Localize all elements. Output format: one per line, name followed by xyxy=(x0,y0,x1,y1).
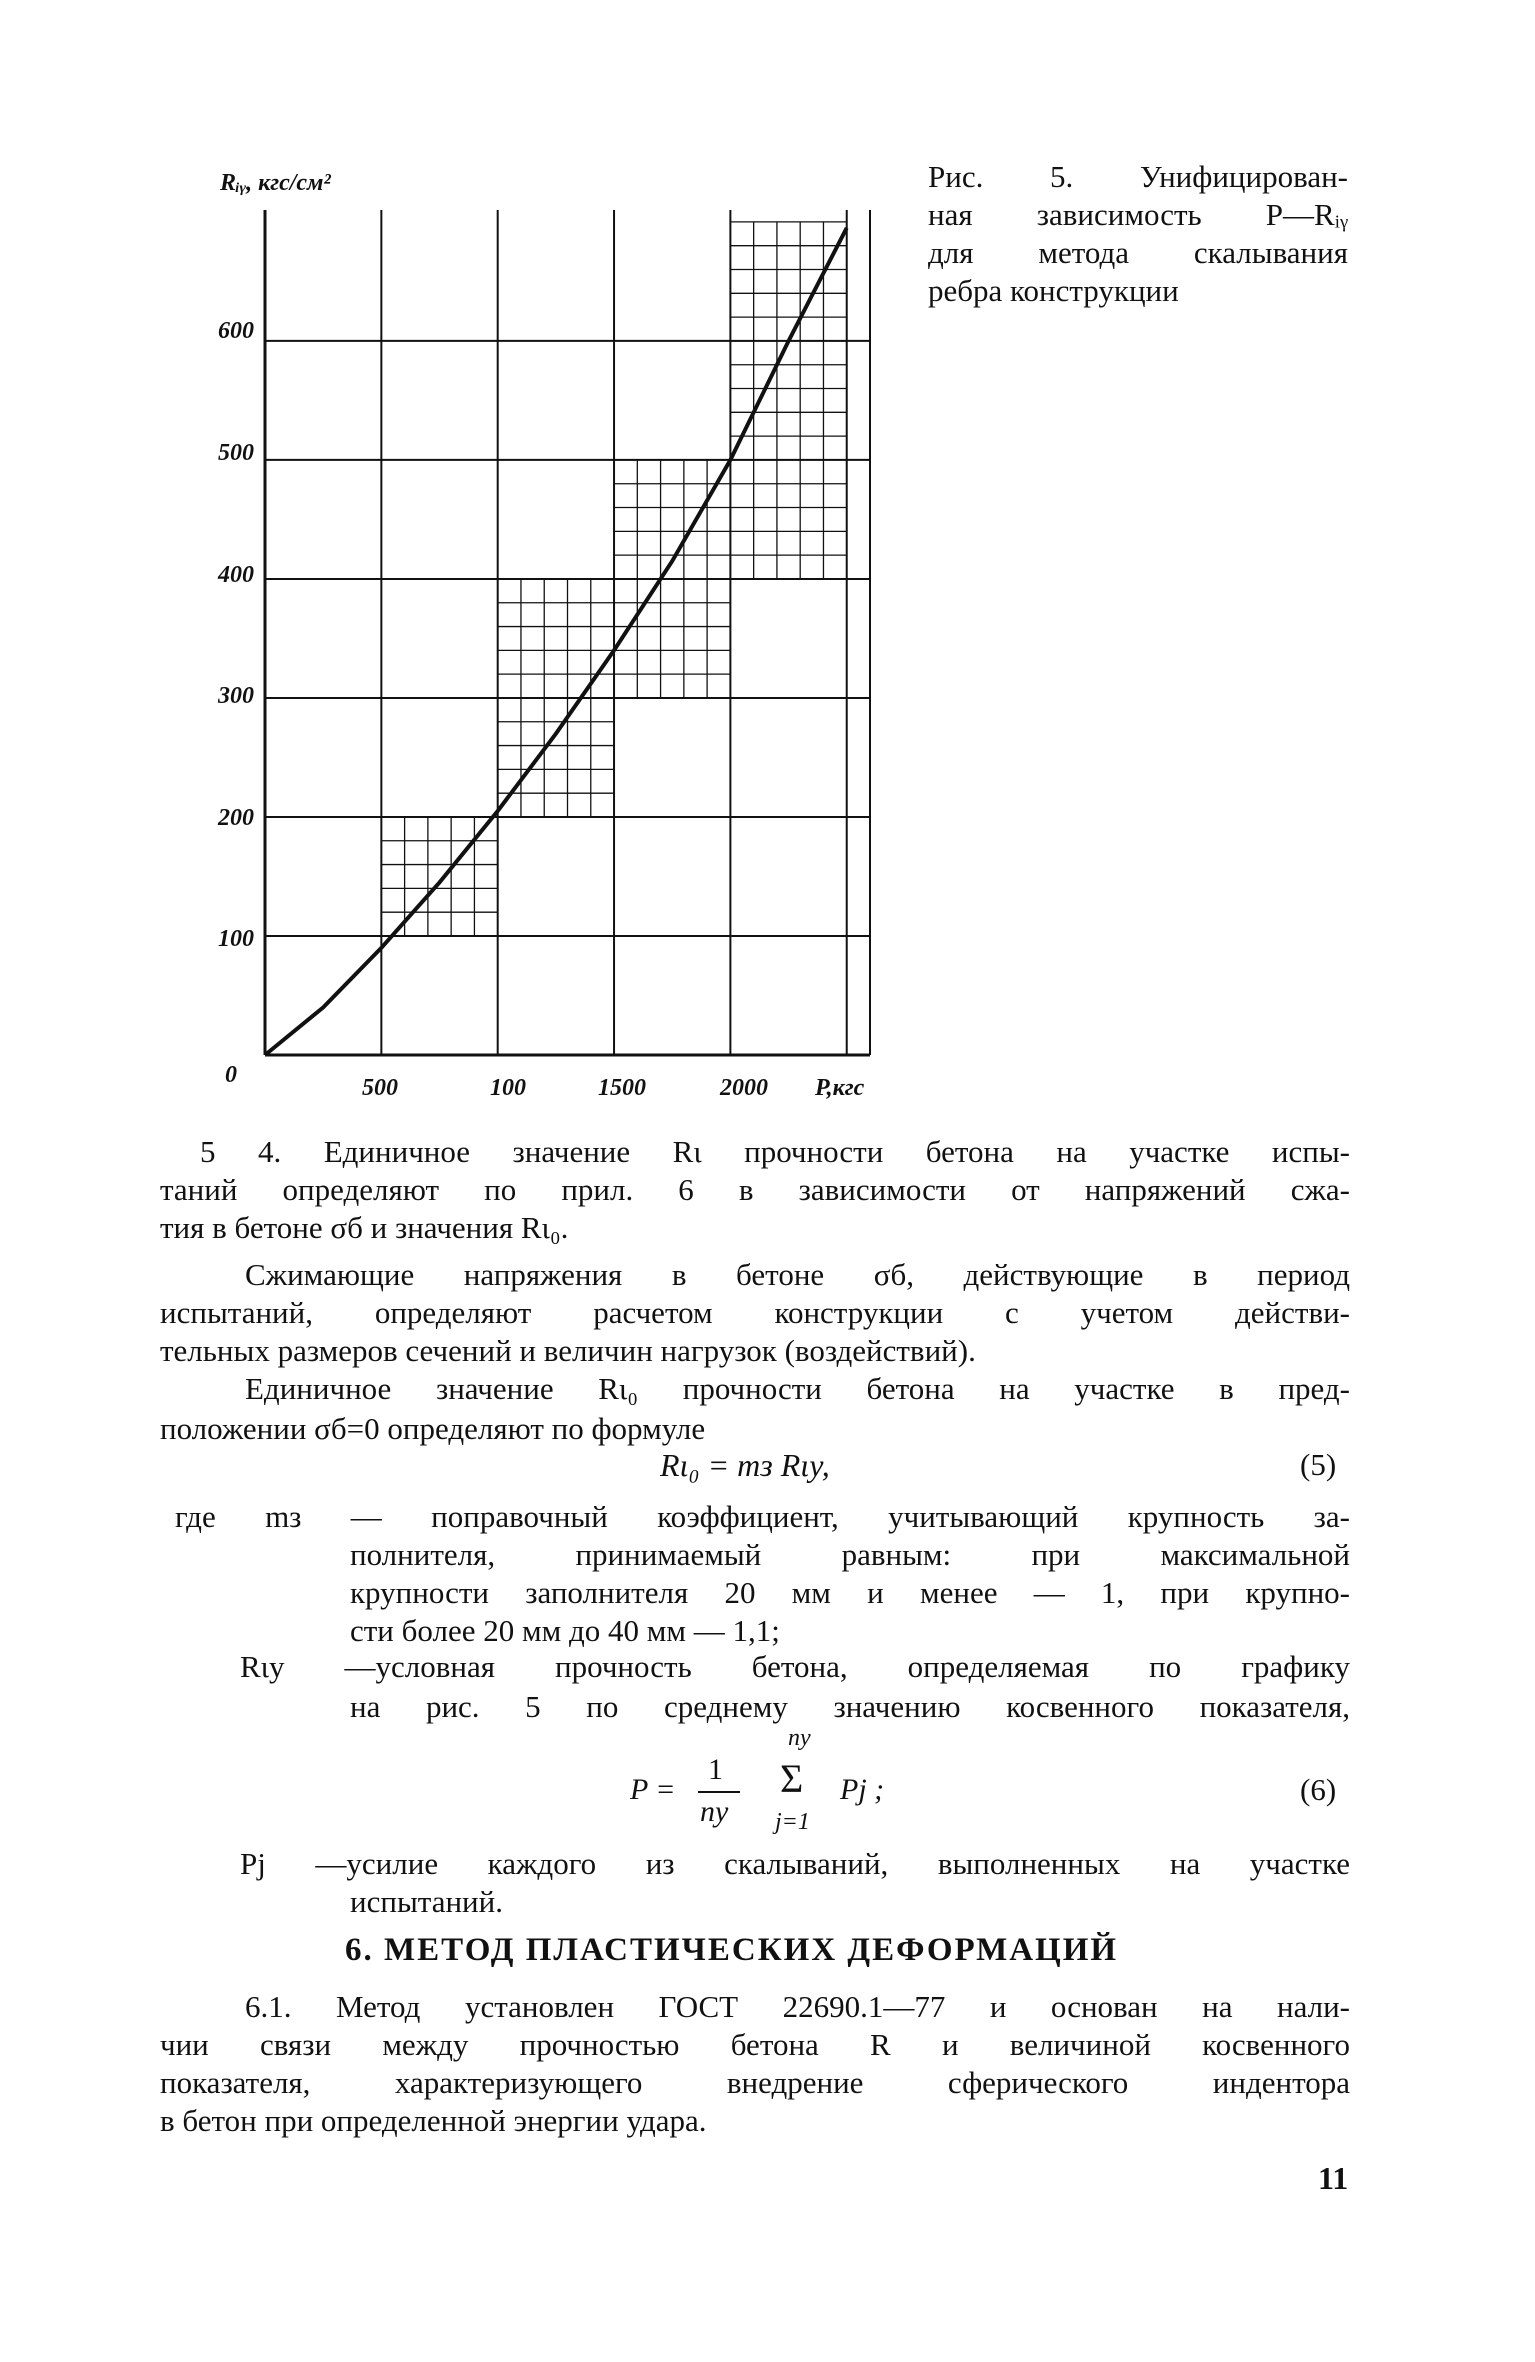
p54-line-1: 5 4. Единичное значение Rι прочности бетона на участке испы- xyxy=(200,1134,1350,1169)
x-tick-1500: 1500 xyxy=(598,1075,646,1101)
y-tick-400: 400 xyxy=(218,562,254,588)
figure-caption xyxy=(928,158,1348,310)
x-tick-500: 500 xyxy=(362,1075,398,1101)
y-tick-600: 600 xyxy=(218,318,254,344)
formula-6-numerator: 1 xyxy=(708,1753,723,1786)
formula-6-lhs: P = xyxy=(630,1773,676,1806)
sum-symbol: Σ xyxy=(780,1756,804,1801)
formula-6 xyxy=(630,1725,930,1855)
p61-line-1: 6.1. Метод установлен ГОСТ 22690.1—77 и основан на нали- xyxy=(245,1989,1350,2024)
formula-5-text: Rι₀ = mз Rιу, xyxy=(660,1447,830,1483)
riy-line-2: на рис. 5 по среднему значению косвенного показателя, xyxy=(350,1689,1350,1724)
strength-chart xyxy=(200,160,900,1120)
p61-line-3: показателя, характеризующего внедрение сферического индентора xyxy=(160,2065,1350,2100)
p2-line-3: тельных размеров сечений и величин нагрузок (воздействий). xyxy=(160,1333,976,1368)
y-tick-500: 500 xyxy=(218,440,254,466)
caption-line-3: для метода скалывания xyxy=(928,235,1348,270)
caption-line-2: ная зависимость P—Rᵢᵧ xyxy=(928,197,1348,232)
p61-line-2: чии связи между прочностью бетона R и величиной косвенного xyxy=(160,2027,1350,2062)
p3-line-1: Единичное значение Rι₀ прочности бетона на участке в пред- xyxy=(245,1371,1350,1406)
formula-6-denominator: nу xyxy=(700,1795,729,1828)
equation-number-6: (6) xyxy=(1300,1772,1337,1807)
riy-line-1: Rιу —условная прочность бетона, определяемая по графику xyxy=(240,1649,1350,1684)
y-tick-100: 100 xyxy=(218,926,254,952)
caption-line-1: Рис. 5. Унифицирован- xyxy=(928,159,1348,194)
where-line-1: где mз — поправочный коэффициент, учитывающий крупность за- xyxy=(175,1499,1350,1534)
p2-line-2: испытаний, определяют расчетом конструкции с учетом действи- xyxy=(160,1295,1350,1330)
p54-line-2: таний определяют по прил. 6 в зависимости от напряжений сжа- xyxy=(160,1172,1350,1207)
sum-lower-limit: j=1 xyxy=(775,1809,810,1835)
pj-line-1: Pj —усилие каждого из скалываний, выполненных на участке xyxy=(240,1846,1350,1881)
p-riy-curve xyxy=(265,228,847,1055)
y-axis-label: Rᵢᵧ, кгс/см² xyxy=(220,170,331,196)
p3-line-2: положении σб=0 определяют по формуле xyxy=(160,1411,706,1446)
where-line-2: полнителя, принимаемый равным: при максимальной xyxy=(350,1537,1350,1572)
x-axis-label: P,кгс xyxy=(815,1075,865,1101)
p2-line-1: Сжимающие напряжения в бетоне σб, действующие в период xyxy=(245,1257,1350,1292)
equation-number-5: (5) xyxy=(1300,1447,1337,1482)
page-number: 11 xyxy=(1318,2160,1349,2196)
p61-line-4: в бетон при определенной энергии удара. xyxy=(160,2103,707,2138)
y-tick-0: 0 xyxy=(225,1062,237,1088)
formula-5 xyxy=(660,1447,830,1484)
sum-upper-limit: nу xyxy=(788,1725,811,1751)
y-tick-300: 300 xyxy=(218,683,254,709)
pj-line-2: испытаний. xyxy=(350,1884,503,1919)
x-tick-2000: 2000 xyxy=(720,1075,768,1101)
where-line-3: крупности заполнителя 20 мм и менее — 1, при крупно- xyxy=(350,1575,1350,1610)
formula-6-rhs: Pj ; xyxy=(840,1773,885,1806)
caption-line-4: ребра конструкции xyxy=(928,273,1179,308)
section-heading-6: 6. МЕТОД ПЛАСТИЧЕСКИХ ДЕФОРМАЦИЙ xyxy=(345,1932,1119,1968)
y-tick-200: 200 xyxy=(218,805,254,831)
p54-line-3: тия в бетоне σб и значения Rι₀. xyxy=(160,1210,569,1245)
where-line-4: сти более 20 мм до 40 мм — 1,1; xyxy=(350,1613,780,1648)
fraction-bar xyxy=(698,1791,740,1793)
x-tick-100: 100 xyxy=(490,1075,526,1101)
